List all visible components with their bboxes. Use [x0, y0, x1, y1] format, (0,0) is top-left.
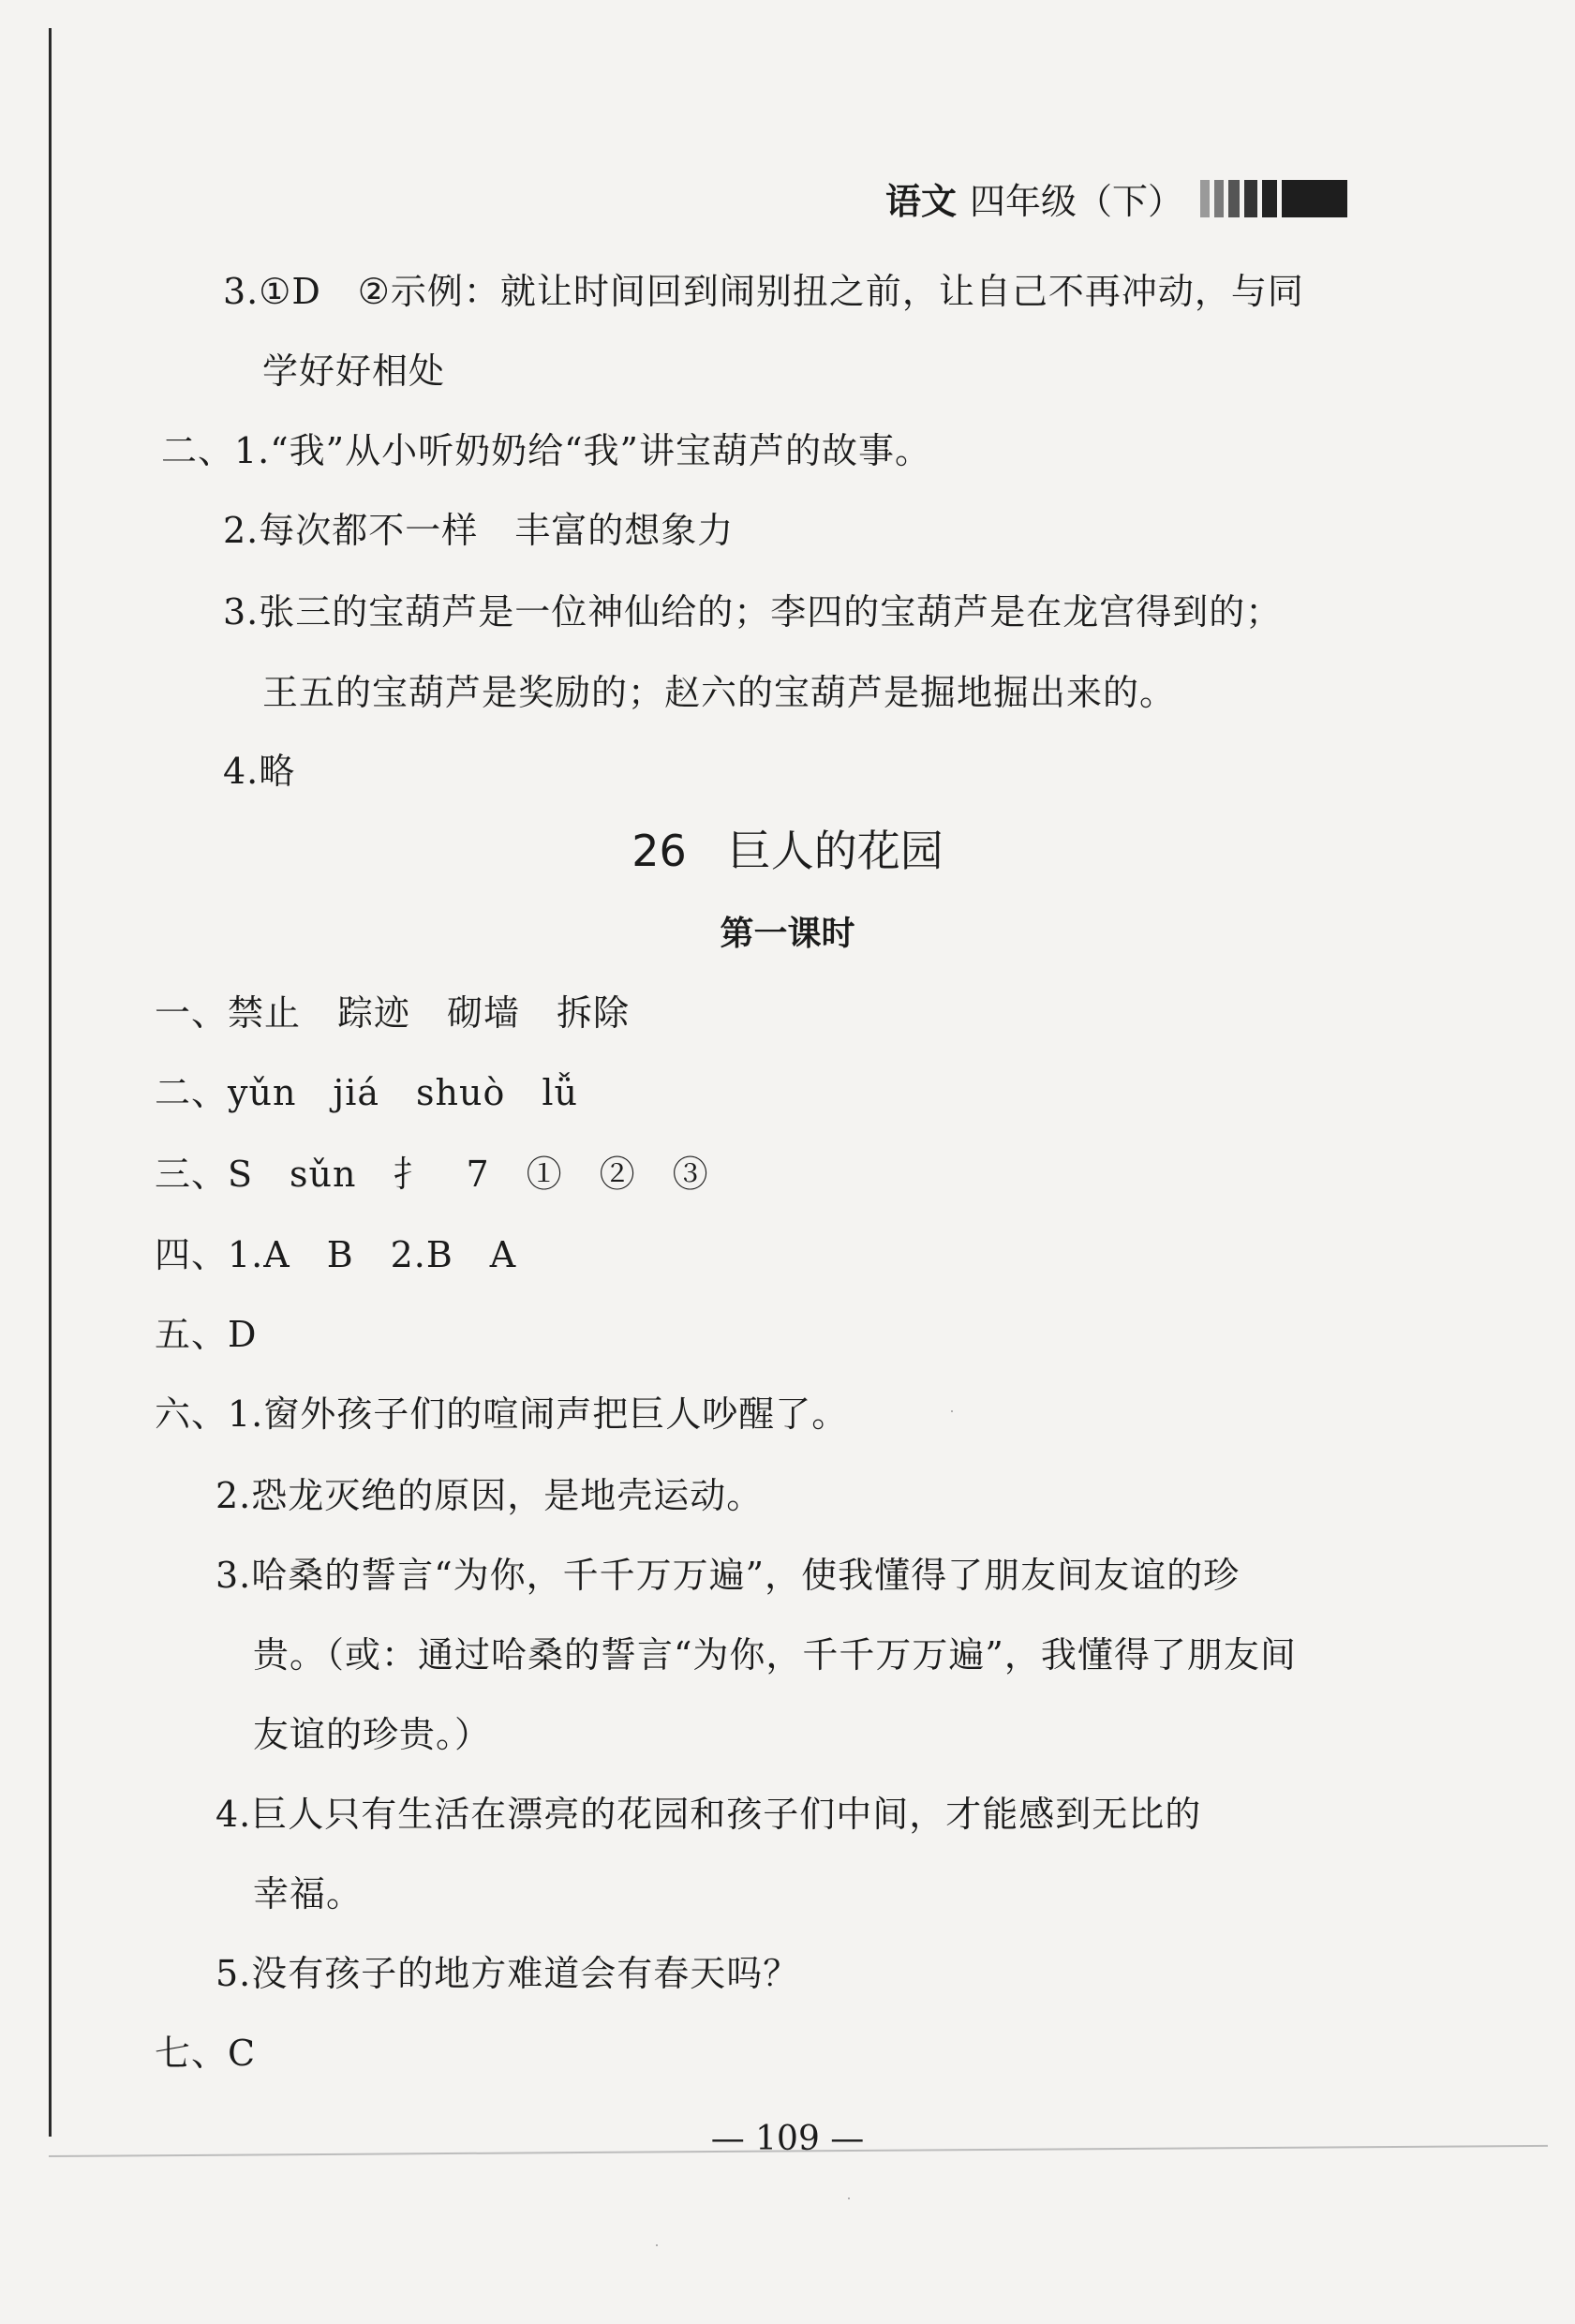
answer-line: 三、S sǔn 扌 7 ① ② ③ — [155, 1154, 709, 1195]
answer-line: 贵。（或：通过哈桑的誓言“为你，千千万万遍”，我懂得了朋友间 — [253, 1634, 1297, 1676]
page-header — [885, 172, 1347, 224]
section-title — [0, 817, 1575, 879]
answer-line: 友谊的珍贵。） — [253, 1714, 492, 1755]
answer-line: 3.哈桑的誓言“为你，千千万万遍”，使我懂得了朋友间友谊的珍 — [215, 1555, 1241, 1596]
answer-line: 二、1.“我”从小听奶奶给“我”讲宝葫芦的故事。 — [161, 430, 931, 471]
section-subtitle: 第一课时 — [720, 915, 855, 953]
binding-line — [49, 28, 52, 2137]
answer-line: 4.略 — [223, 751, 296, 792]
answer-line: 5.没有孩子的地方难道会有春天吗？ — [215, 1953, 800, 1994]
answer-line: 五、D — [155, 1314, 258, 1355]
answer-line: 幸福。 — [253, 1873, 364, 1914]
answer-line: 3.①D ②示例：就让时间回到闹别扭之前，让自己不再冲动，与同 — [223, 271, 1304, 312]
header-subject: 语文 — [885, 181, 958, 222]
answer-line: 七、C — [155, 2033, 257, 2074]
answer-line: 3.张三的宝葫芦是一位神仙给的；李四的宝葫芦是在龙宫得到的； — [223, 591, 1283, 633]
header-grade: 四年级（下） — [970, 181, 1184, 222]
page-number: — 109 — — [710, 2120, 865, 2158]
section-number: 26 — [631, 826, 687, 876]
answer-line: 王五的宝葫芦是奖励的；赵六的宝葫芦是掘地掘出来的。 — [262, 672, 1177, 713]
answer-line: 四、1.A B 2.B A — [155, 1234, 517, 1275]
answer-line: 4.巨人只有生活在漂亮的花园和孩子们中间，才能感到无比的 — [215, 1794, 1202, 1835]
answer-line: 二、yǔn jiá shuò lǚ — [155, 1072, 578, 1113]
section-title-text: 巨人的花园 — [727, 826, 944, 876]
answer-line: 2.恐龙灭绝的原因，是地壳运动。 — [215, 1475, 764, 1516]
answer-line: 2.每次都不一样 丰富的想象力 — [223, 510, 735, 551]
answer-line: 学好好相处 — [262, 350, 446, 392]
answer-line: 六、1.窗外孩子们的喧闹声把巨人吵醒了。 — [155, 1393, 849, 1435]
answer-line: 一、禁止 踪迹 砌墙 拆除 — [155, 992, 631, 1034]
header-decoration-bars — [1200, 180, 1347, 217]
